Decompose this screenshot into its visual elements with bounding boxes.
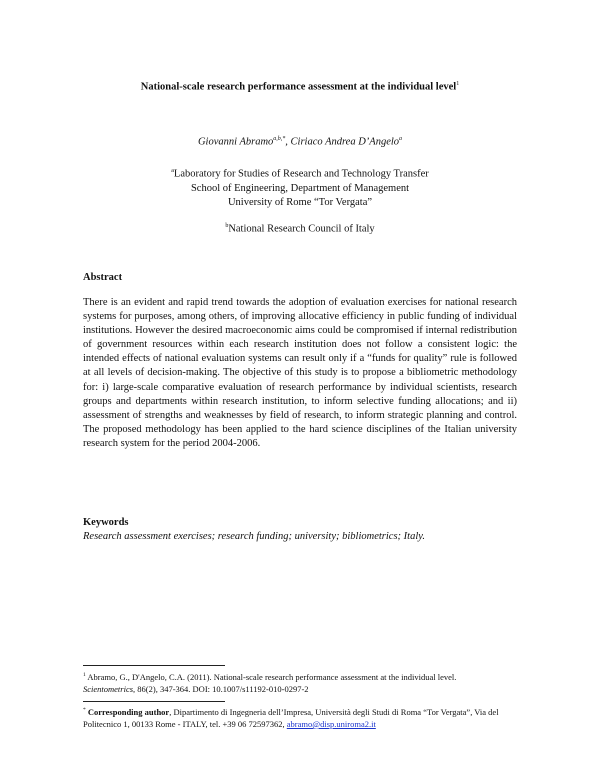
- affiliation-b: $^b$National Research Council of Italy: [225, 223, 375, 235]
- author-affiliation-marks: a: [399, 136, 403, 142]
- author-name: Giovanni Abramo: [197, 136, 274, 148]
- email-link[interactable]: abramo@disp.uniroma2.it: [286, 718, 376, 729]
- footnote-divider: [83, 701, 225, 702]
- keywords-heading: Keywords: [83, 517, 129, 528]
- footnote-corresponding-author: * Corresponding author, Dipartimento di Ingegneria dell’Impresa, Università degli Studi di Roma “Tor Vergata”, Via del Politecnico 1, 00133 Rome - ITALY, tel. +39 06 72597362, abramo@disp.uniroma2.it: [83, 706, 499, 729]
- author-affiliation-marks: a,b,*: [273, 136, 286, 142]
- paper-title: National-scale research performance assessment at the individual level$^1$: [140, 81, 460, 93]
- author-name: Ciriaco Andrea D’Angelo: [290, 136, 400, 148]
- abstract-heading: Abstract: [83, 272, 123, 283]
- affiliation-a: $^a$Laboratory for Studies of Research and Technology Transfer School of Engineering, Department of Management University of Rome “Tor Vergata”: [171, 168, 429, 208]
- abstract-body: There is an evident and rapid trend towards the adoption of evaluation exercises for national research systems for purposes, among others, of improving allocative efficiency in public funding of individual institutions. However the desired macroeconomic aims could be compromised if internal redistribution of government resources within each research institution does not follow a consistent logic: the intended effects of national evaluation systems can result only if a “funds for quality” rule is followed at all levels of decision-making. The objective of this study is to propose a bibliometric methodology for: i) large-scale comparative evaluation of research performance by individual scientists, research groups and departments within research institution, to inform selective funding allocations; and ii) assessment of strengths and weaknesses by field of research, to inform strategic planning and control. The proposed methodology has been applied to the hard science disciplines of the Italian university research system for the period 2004-2006.: [83, 297, 517, 449]
- keywords-text: Research assessment exercises; research funding; university; bibliometrics; Italy.: [83, 531, 425, 542]
- author-list: Giovanni Abramo$^{a,b,*}$, Ciriaco Andrea D’Angelo$^a$: [197, 136, 403, 148]
- footnote-divider: [83, 665, 225, 666]
- journal-name: Scientometrics: [83, 683, 134, 694]
- footnote-citation: $^1$ Abramo, G., D'Angelo, C.A. (2011). National-scale research performance assessment at the individual level. Scientometrics, 86(2), 347-364. DOI: 10.1007/s11192-010-0297-2: [83, 671, 457, 694]
- title-footnote-mark: 1: [456, 81, 460, 87]
